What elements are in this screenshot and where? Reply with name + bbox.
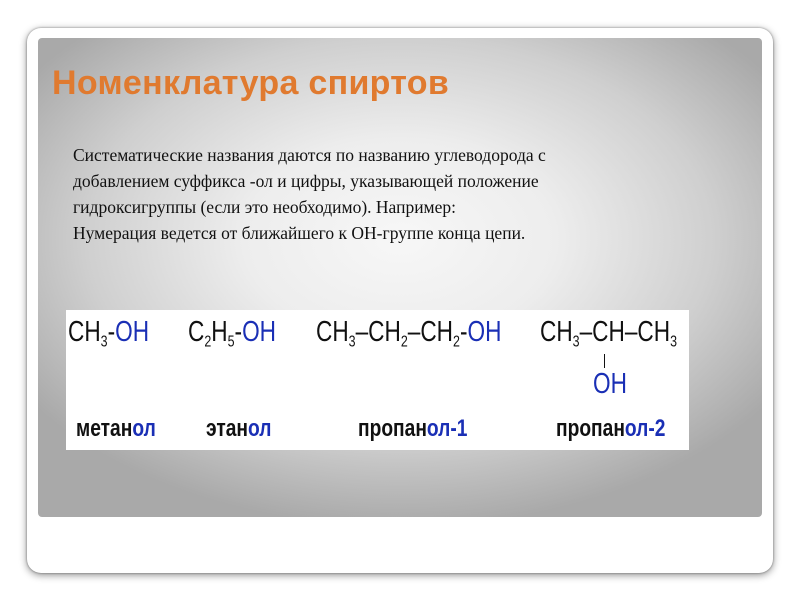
name-suffix: ол xyxy=(132,415,156,442)
hydroxyl-group: OH xyxy=(593,368,627,400)
name-suffix: ол xyxy=(248,415,272,442)
body-line: Нумерация ведется от ближайшего к ОН-группе конца цепи. xyxy=(73,223,526,243)
ethanol-formula: $C_2H_5-OH$ xyxy=(188,316,277,351)
propanol2-name xyxy=(556,415,665,443)
body-line: добавлением суффикса -ол и цифры, указывающей положение xyxy=(73,171,539,191)
name-root: пропан xyxy=(358,415,427,442)
name-root: пропан xyxy=(556,415,625,442)
body-line: гидроксигруппы (если это необходимо). Например: xyxy=(73,197,457,217)
name-root: метан xyxy=(76,415,133,442)
hydroxyl-group: OH xyxy=(115,316,150,348)
body-line: Систематические названия даются по названию углеводорода с xyxy=(73,145,546,165)
slide-body-text xyxy=(73,142,713,246)
vertical-bond xyxy=(604,354,605,368)
name-root: этан xyxy=(206,415,249,442)
hydroxyl-group: OH xyxy=(467,316,502,348)
propanol2-formula: $CH_3-CH-CH_3$ xyxy=(540,316,678,351)
slide-title: Номенклатура спиртов xyxy=(52,64,450,102)
ethanol-name xyxy=(206,415,271,443)
propanol1-name xyxy=(358,415,467,443)
hydroxyl-group: OH xyxy=(242,316,277,348)
propanol1-formula: $CH_3-CH_2-CH_2-OH$ xyxy=(316,316,502,351)
name-suffix: ол-2 xyxy=(624,415,666,442)
methanol-name xyxy=(76,415,156,443)
formula-image xyxy=(66,310,689,450)
name-suffix: ол-1 xyxy=(426,415,468,442)
methanol-formula: $CH_3-OH$ xyxy=(68,316,150,351)
